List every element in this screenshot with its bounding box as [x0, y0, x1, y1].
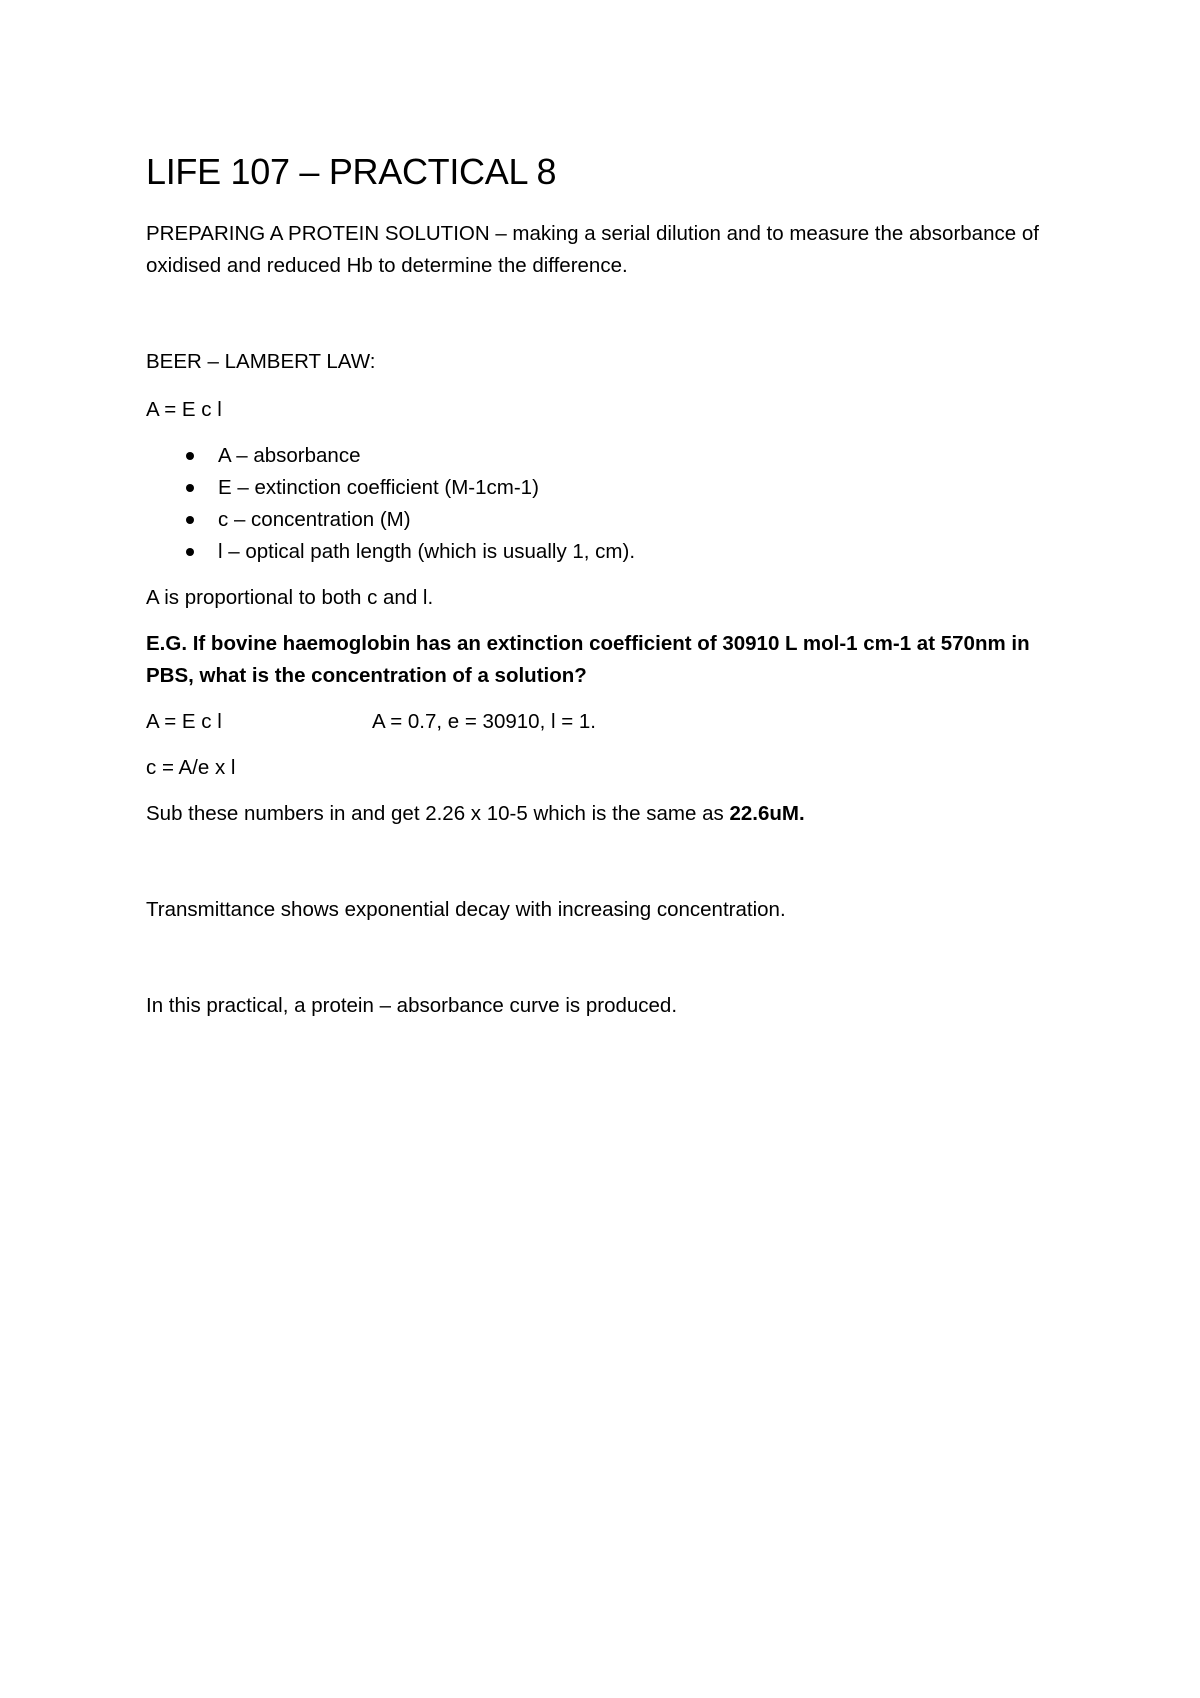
document-title: LIFE 107 – PRACTICAL 8 [146, 151, 557, 192]
list-item: A – absorbance [146, 440, 1076, 472]
law-heading: BEER – LAMBERT LAW: [146, 350, 376, 373]
bullet-icon [186, 452, 194, 460]
closing-statement: In this practical, a protein – absorbance curve is produced. [146, 994, 678, 1017]
terms-list [146, 440, 1076, 568]
intro-rest: – making a serial dilution and to measure the absorbance of oxidised and reduced Hb to determine the difference. [146, 222, 1039, 277]
calculation-row [146, 706, 1076, 738]
rearranged-formula: c = A/e x l [146, 756, 236, 779]
example-question: E.G. If bovine haemoglobin has an extinction coefficient of 30910 L mol-1 cm-1 at 570nm in PBS, what is the concentration of a solution? [146, 632, 1030, 687]
bullet-icon [186, 484, 194, 492]
proportional-statement: A is proportional to both c and l. [146, 586, 434, 609]
calc-equation: A = E c l [146, 710, 222, 733]
document-body [146, 150, 1076, 1022]
list-item: E – extinction coefficient (M-1cm-1) [146, 472, 1076, 504]
intro-paragraph [146, 218, 1076, 282]
equation: A = E c l [146, 398, 222, 421]
bullet-icon [186, 548, 194, 556]
result-statement: Sub these numbers in and get 2.26 x 10-5 which is the same as 22.6uM. [146, 802, 805, 825]
bullet-icon [186, 516, 194, 524]
calc-values: A = 0.7, e = 30910, l = 1. [372, 710, 596, 733]
list-item: l – optical path length (which is usually 1, cm). [146, 536, 1076, 568]
result-value: 22.6uM [729, 802, 799, 825]
list-item: c – concentration (M) [146, 504, 1076, 536]
transmittance-statement: Transmittance shows exponential decay with increasing concentration. [146, 898, 786, 921]
intro-lead: PREPARING A PROTEIN SOLUTION [146, 222, 490, 245]
